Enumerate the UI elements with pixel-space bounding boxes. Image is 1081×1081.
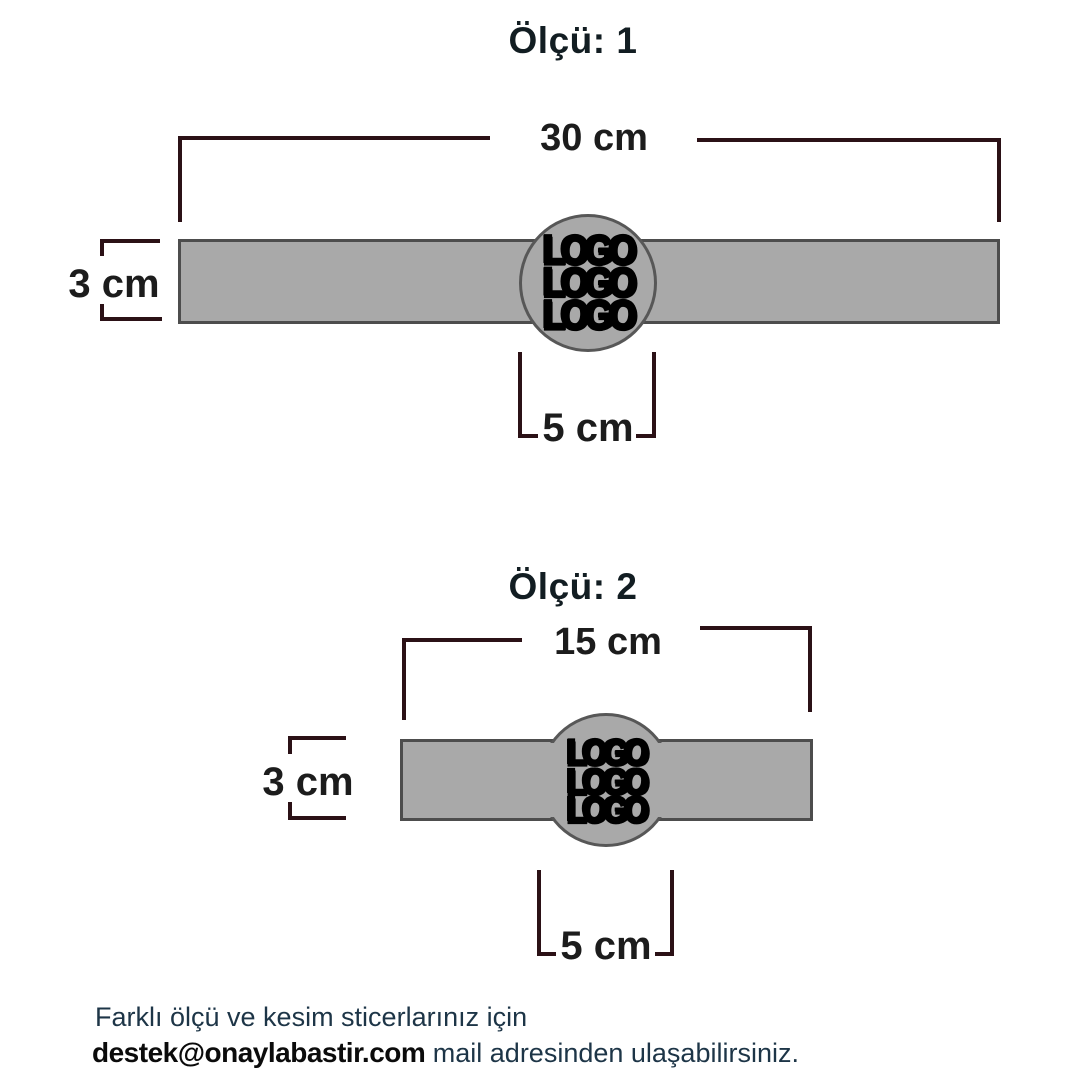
diagram-1-hole-label: 5 cm — [542, 406, 634, 450]
diagram-1-width-bracket-right-horizontal — [697, 138, 1001, 142]
diagram-2-height-bracket-top-tick — [288, 736, 292, 754]
diagram-2-width-bracket-right-vertical — [808, 626, 812, 712]
diagram-1-width-bracket-left-vertical — [178, 136, 182, 222]
support-email-text: destek@onaylabastir.com — [92, 1037, 426, 1068]
diagram-2-hole-label: 5 cm — [560, 924, 652, 968]
footer-info-text: Farklı ölçü ve kesim sticerlarınız için — [95, 1002, 528, 1032]
diagram-2-hole-bracket-right-vertical — [670, 870, 674, 956]
diagram-2-hole-bracket-left-vertical — [537, 870, 541, 956]
diagram-1-width-bracket-left-horizontal — [178, 136, 490, 140]
diagram-1-title: Ölçü: 1 — [508, 20, 638, 61]
diagram-1-width-bracket-right-vertical — [997, 138, 1001, 222]
footer-contact-line — [92, 1037, 799, 1069]
diagram-1-height-bracket-top-horizontal — [100, 239, 160, 243]
footer-contact-rest: mail adresinden ulaşabilirsiniz. — [425, 1038, 799, 1068]
diagram-2-width-bracket-left-horizontal — [402, 638, 522, 642]
diagram-1-logo-placeholder-text: LOGO LOGO LOGO — [543, 226, 633, 338]
diagram-2-width-bracket-left-vertical — [402, 638, 406, 720]
diagram-2-height-label: 3 cm — [262, 760, 354, 804]
diagram-1-hole-bracket-right-vertical — [652, 352, 656, 438]
diagram-1-height-bracket-bottom-horizontal — [100, 317, 162, 321]
diagram-1-height-bracket-top-tick — [100, 239, 104, 256]
diagram-2-logo-placeholder-text: LOGO LOGO LOGO — [566, 732, 646, 831]
diagram-2-height-bracket-bottom-horizontal — [288, 816, 346, 820]
diagram-1-height-label: 3 cm — [68, 262, 160, 306]
diagram-1-width-label: 30 cm — [540, 117, 648, 159]
diagram-2-width-label: 15 cm — [554, 621, 662, 663]
diagram-2-height-bracket-bottom-tick — [288, 802, 292, 820]
diagram-1-height-bracket-bottom-tick — [100, 304, 104, 321]
diagram-1-hole-bracket-left-vertical — [518, 352, 522, 438]
diagram-2-height-bracket-top-horizontal — [288, 736, 346, 740]
diagram-2-width-bracket-right-horizontal — [700, 626, 812, 630]
diagram-2-title: Ölçü: 2 — [508, 566, 638, 607]
